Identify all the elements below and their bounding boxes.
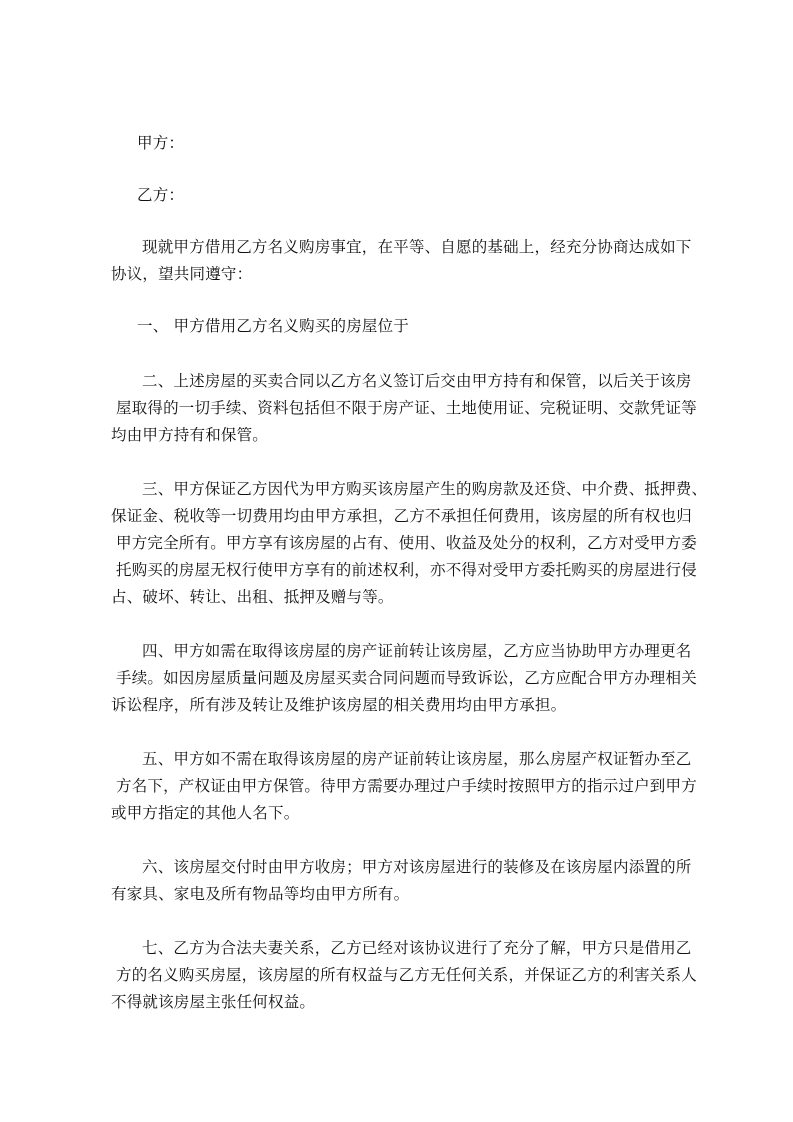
clause-3-line-3: 甲方完全所有。甲方享有该房屋的占有、使用、收益及处分的权利，乙方对受甲方委 [116, 534, 697, 552]
intro-line-2: 协议，望共同遵守： [111, 265, 253, 283]
clause-4-line-2: 手续。如因房屋质量问题及房屋买卖合同问题而导致诉讼，乙方应配合甲方办理相关 [116, 669, 697, 687]
clause-1-line-1: 一、 甲方借用乙方名义购买的房屋位于 [137, 317, 410, 335]
clause-7-line-2: 方的名义购买房屋，该房屋的所有权益与乙方无任何关系，并保证乙方的利害关系人 [116, 966, 697, 984]
clause-5-line-1: 五、甲方如不需在取得该房屋的房产证前转让该房屋，那么房屋产权证暂办至乙 [142, 750, 692, 768]
clause-3-line-4: 托购买的房屋无权行使甲方享有的前述权利，亦不得对受甲方委托购买的房屋进行侵 [116, 561, 697, 579]
clause-5-line-2: 方名下，产权证由甲方保管。待甲方需要办理过户手续时按照甲方的指示过户到甲方 [116, 777, 697, 795]
clause-3-line-5: 占、破坏、转让、出租、抵押及赠与等。 [111, 588, 394, 606]
clause-6-line-1: 六、该房屋交付时由甲方收房；甲方对该房屋进行的装修及在该房屋内添置的所 [142, 858, 692, 876]
clause-7-line-1: 七、乙方为合法夫妻关系，乙方已经对该协议进行了充分了解，甲方只是借用乙 [142, 939, 692, 957]
clause-3-line-1: 三、甲方保证乙方因代为甲方购买该房屋产生的购房款及还贷、中介费、抵押费、 [142, 480, 708, 498]
clause-2-line-3: 均由甲方持有和保管。 [111, 426, 269, 444]
clause-4-line-1: 四、甲方如需在取得该房屋的房产证前转让该房屋，乙方应当协助甲方办理更名 [142, 642, 692, 660]
clause-3-line-2: 保证金、税收等一切费用均由甲方承担，乙方不承担任何费用，该房屋的所有权也归 [111, 507, 692, 525]
intro-line-1: 现就甲方借用乙方名义购房事宜，在平等、自愿的基础上，经充分协商达成如下 [142, 238, 692, 256]
clause-6-line-2: 有家具、家电及所有物品等均由甲方所有。 [111, 885, 410, 903]
party-a-label: 甲方： [137, 134, 185, 152]
clause-2-line-2: 屋取得的一切手续、资料包括但不限于房产证、土地使用证、完税证明、交款凭证等 [116, 399, 697, 417]
clause-7-line-3: 不得就该房屋主张任何权益。 [111, 993, 316, 1011]
clause-4-line-3: 诉讼程序，所有涉及转让及维护该房屋的相关费用均由甲方承担。 [111, 696, 567, 714]
clause-2-line-1: 二、上述房屋的买卖合同以乙方名义签订后交由甲方持有和保管，以后关于该房 [142, 372, 692, 390]
party-b-label: 乙方： [137, 186, 185, 204]
clause-5-line-3: 或甲方指定的其他人名下。 [111, 804, 300, 822]
